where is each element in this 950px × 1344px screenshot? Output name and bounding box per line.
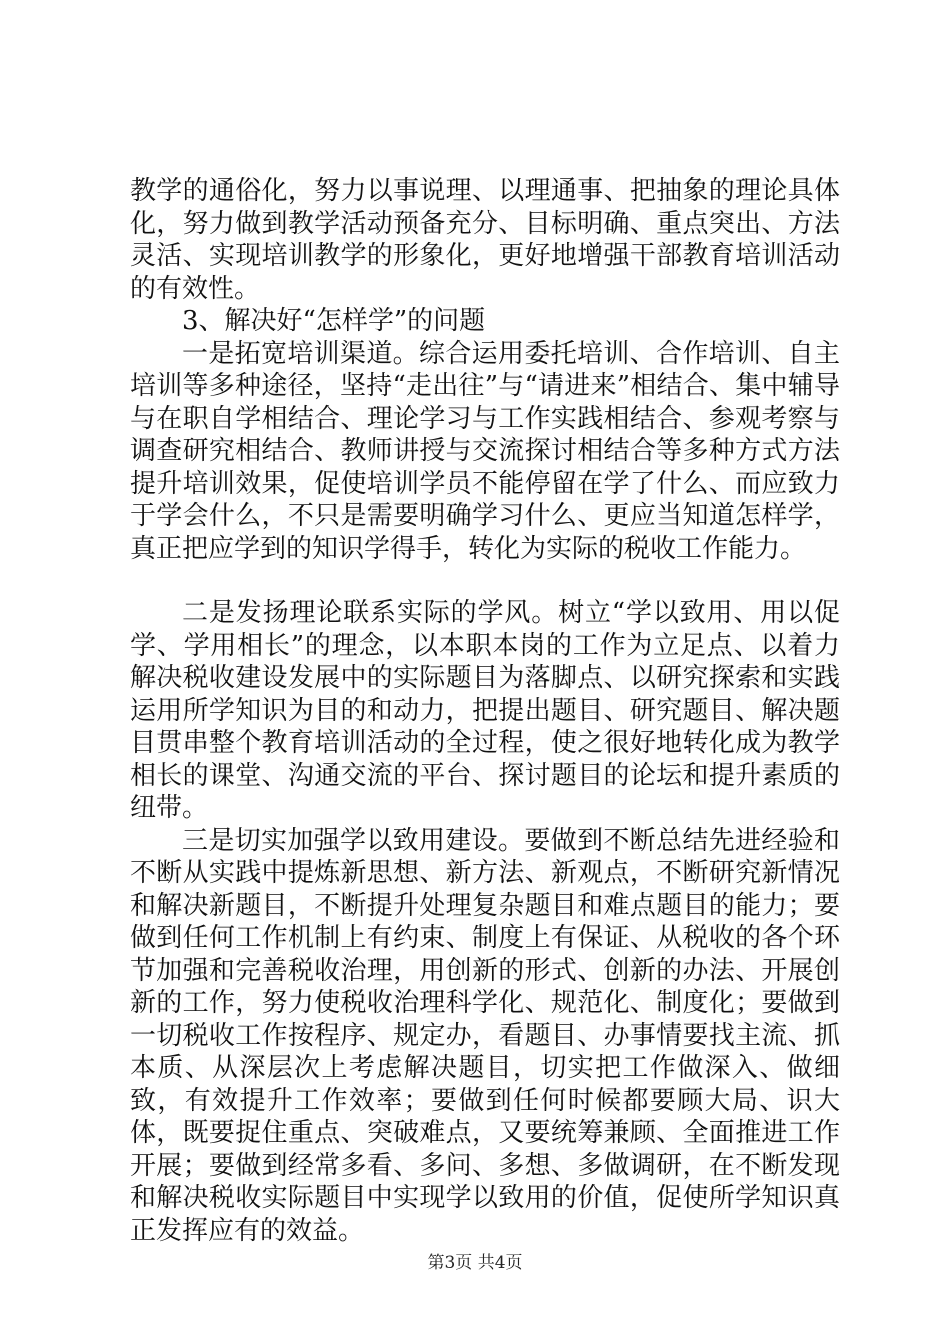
document-body [130,175,840,1247]
page-number-footer: 第3页 共4页 [427,1253,523,1273]
paragraph-broaden-channels: 一是拓宽培训渠道。综合运用委托培训、合作培训、自主培训等多种途径，坚持“走出往”与“请进来”相结合、集中辅导与在职自学相结合、理论学习与工作实践相结合、参观考察与调查研究相结合、教师讲授与交流探讨相结合等多种方式方法提升培训效果，促使培训学员不能停留在学了什么、而应致力于学会什么，不只是需要明确学习什么、更应当知道怎样学，真正把应学到的知识学得手，转化为实际的税收工作能力。 [130,338,840,564]
paragraph-theory-practice: 二是发扬理论联系实际的学风。树立“学以致用、用以促学、学用相长”的理念，以本职本岗的工作为立足点、以着力解决税收建设发展中的实际题目为落脚点、以研究探索和实践运用所学知识为目的和动力，把提出题目、研究题目、解决题目贯串整个教育培训活动的全过程，使之很好地转化成为教学相长的课堂、沟通交流的平台、探讨题目的论坛和提升素质的纽带。 [130,598,840,823]
paragraph-continuation: 教学的通俗化，努力以事说理、以理通事、把抽象的理论具体化，努力做到教学活动预备充分、目标明确、重点突出、方法灵活、实现培训教学的形象化，更好地增强干部教育培训活动的有效性。 [130,176,840,304]
section-heading-how-to-learn: 3、解决好“怎样学”的问题 [182,306,486,336]
paragraph-apply-learning: 三是切实加强学以致用建设。要做到不断总结先进经验和不断从实践中提炼新思想、新方法、新观点，不断研究新情况和解决新题目，不断提升处理复杂题目和难点题目的能力；要做到任何工作机制上有约束、制度上有保证、从税收的各个环节加强和完善税收治理，用创新的形式、创新的办法、开展创新的工作，努力使税收治理科学化、规范化、制度化；要做到一切税收工作按程序、规定办，看题目、办事情要找主流、抓本质、从深层次上考虑解决题目，切实把工作做深入、做细致，有效提升工作效率；要做到任何时候都要顾大局、识大体，既要捉住重点、突破难点，又要统筹兼顾、全面推进工作开展；要做到经常多看、多问、多想、多做调研，在不断发现和解决税收实际题目中实现学以致用的价值，促使所学知识真正发挥应有的效益。 [130,825,840,1246]
